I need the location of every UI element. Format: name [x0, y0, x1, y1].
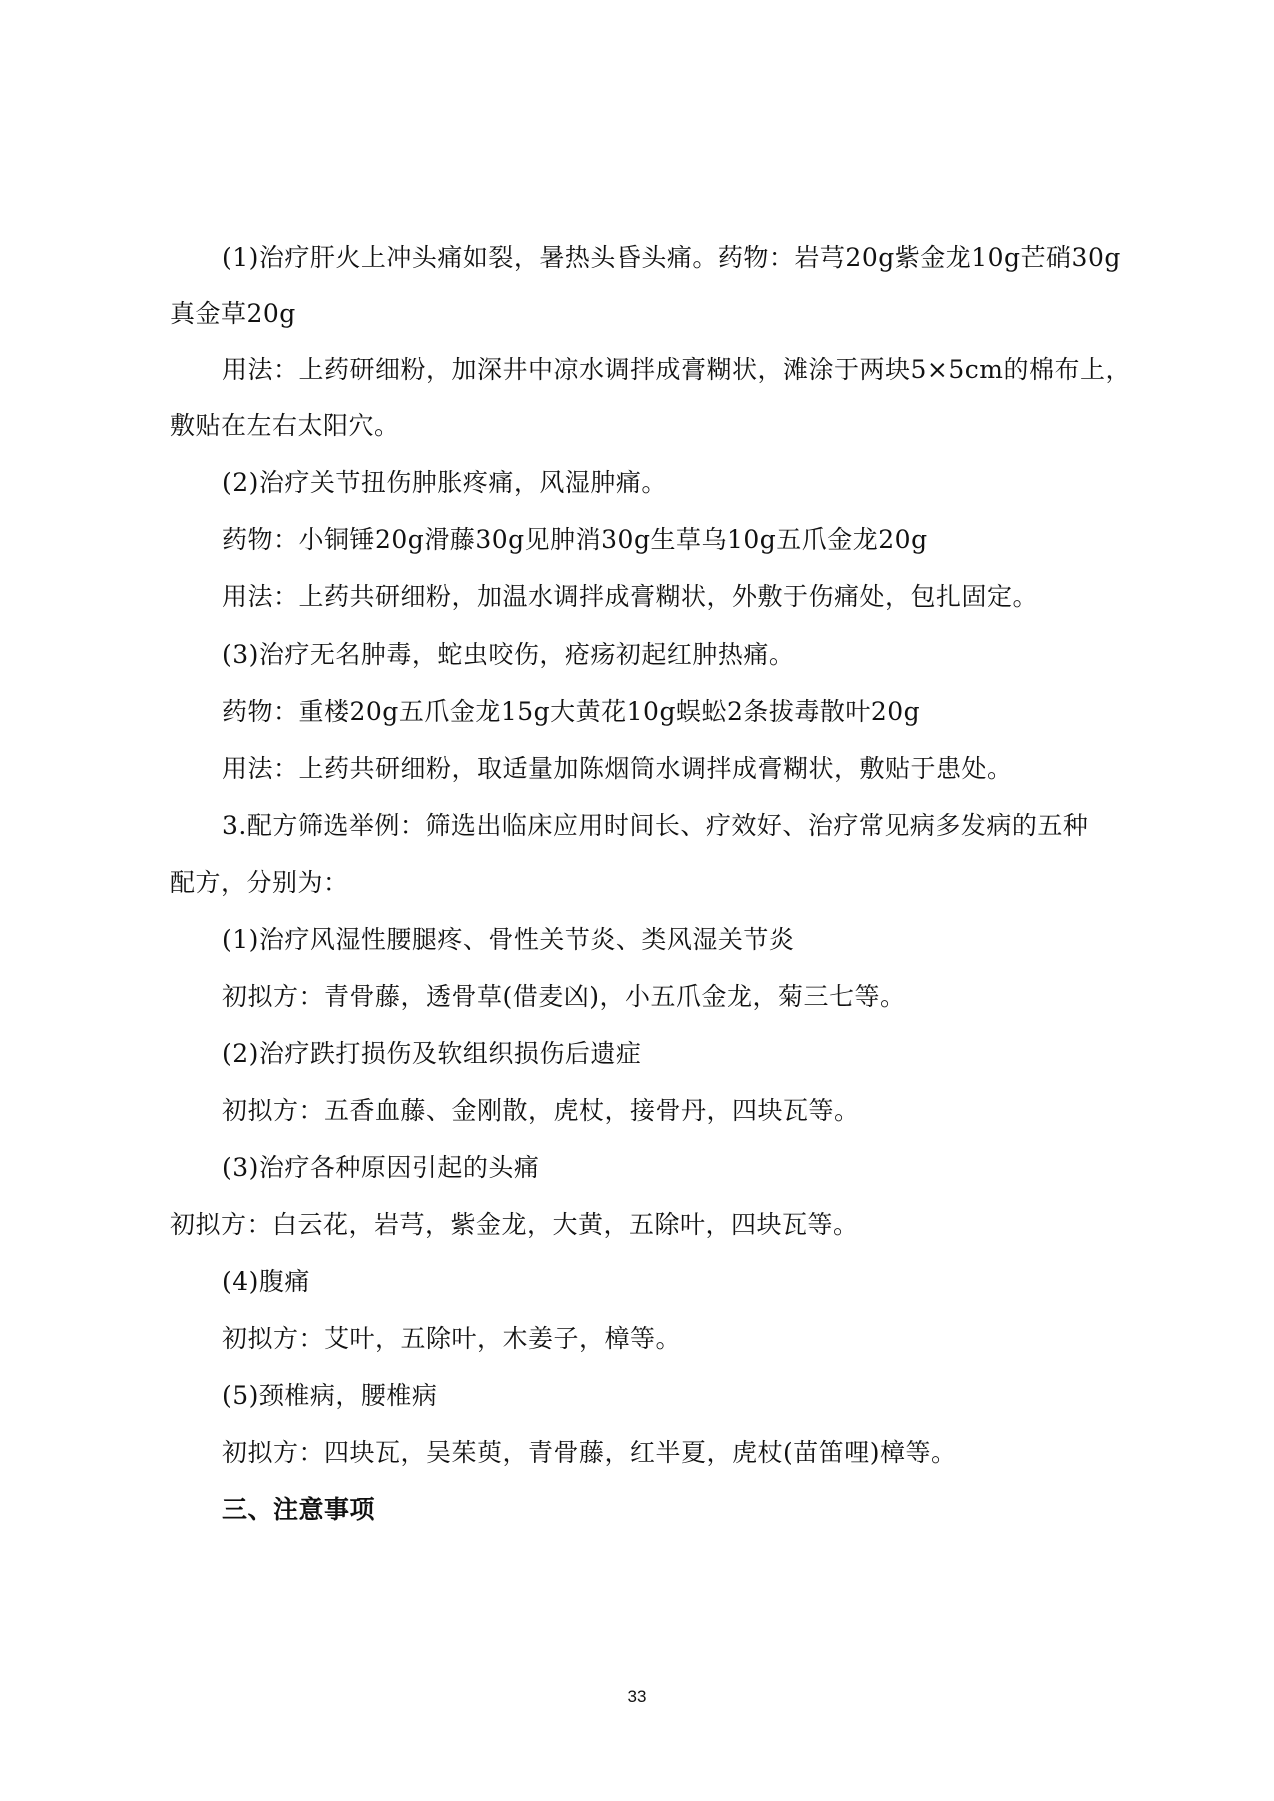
paragraph-line: 用法：上药共研细粉，加温水调拌成膏糊状，外敷于伤痛处，包扎固定。	[222, 582, 1039, 611]
paragraph-line: (5)颈椎病，腰椎病	[222, 1381, 438, 1410]
paragraph-line: 初拟方：青骨藤，透骨草(借麦凶)，小五爪金龙，菊三七等。	[222, 982, 906, 1011]
paragraph-line: (2)治疗跌打损伤及软组织损伤后遗症	[222, 1039, 642, 1068]
page-number: 33	[627, 1687, 647, 1706]
paragraph-line: 用法：上药共研细粉，取适量加陈烟筒水调拌成膏糊状，敷贴于患处。	[222, 754, 1013, 783]
paragraph-line: 初拟方：艾叶，五除叶，木姜子，樟等。	[222, 1324, 682, 1353]
paragraph-line: 配方，分别为：	[170, 868, 349, 897]
paragraph-line: 药物：小铜锤20g滑藤30g见肿消30g生草乌10g五爪金龙20g	[222, 525, 928, 554]
paragraph-line: (2)治疗关节扭伤肿胀疼痛，风湿肿痛。	[222, 468, 667, 497]
paragraph-line: (3)治疗各种原因引起的头痛	[222, 1153, 540, 1182]
paragraph-line: 真金草20g	[170, 299, 296, 328]
paragraph-line: 初拟方：白云花，岩芎，紫金龙，大黄，五除叶，四块瓦等。	[170, 1210, 859, 1239]
paragraph-line: 用法：上药研细粉，加深井中凉水调拌成膏糊状，滩涂于两块5×5cm的棉布上，	[222, 355, 1131, 384]
section-heading: 三、注意事项	[222, 1495, 376, 1524]
paragraph-line: (1)治疗肝火上冲头痛如裂，暑热头昏头痛。药物：岩芎20g紫金龙10g芒硝30g	[222, 243, 1121, 272]
paragraph-line: 初拟方：五香血藤、金刚散，虎杖，接骨丹，四块瓦等。	[222, 1096, 860, 1125]
paragraph-line: 3.配方筛选举例：筛选出临床应用时间长、疗效好、治疗常见病多发病的五种	[222, 811, 1089, 840]
paragraph-line: 敷贴在左右太阳穴。	[170, 411, 400, 440]
paragraph-line: (4)腹痛	[222, 1267, 310, 1296]
paragraph-line: (1)治疗风湿性腰腿疼、骨性关节炎、类风湿关节炎	[222, 925, 795, 954]
paragraph-line: 药物：重楼20g五爪金龙15g大黄花10g蜈蚣2条拔毒散叶20g	[222, 697, 921, 726]
paragraph-line: (3)治疗无名肿毒，蛇虫咬伤，疮疡初起红肿热痛。	[222, 640, 795, 669]
paragraph-line: 初拟方：四块瓦，吴茱萸，青骨藤，红半夏，虎杖(苗笛哩)樟等。	[222, 1438, 957, 1467]
